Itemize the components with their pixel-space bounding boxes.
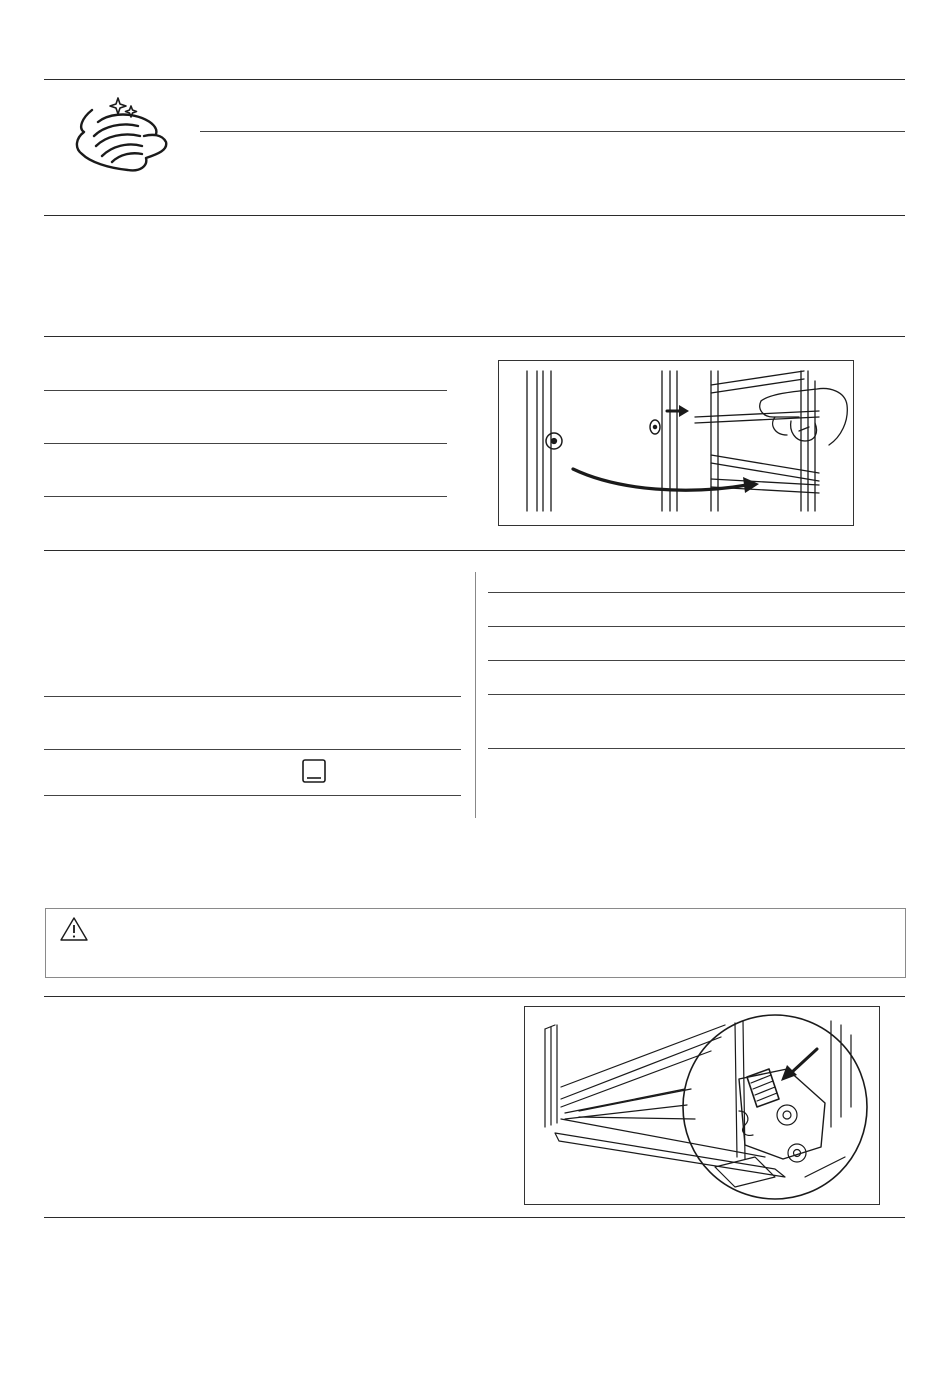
oven-square-icon [301,758,327,784]
column-divider [475,572,476,818]
right-col-rule-1 [488,592,905,593]
warning-triangle-icon [59,916,89,942]
left-col-rule-3 [44,795,461,796]
shelf-support-removal-illustration [498,360,854,526]
bottom-rule [44,1217,905,1218]
top-rule [44,79,905,80]
section-rule-1 [44,215,905,216]
door-hinge-lever-illustration [524,1006,880,1205]
left-col-rule-1 [44,696,461,697]
section-rule-4 [44,996,905,997]
right-col-rule-3 [488,660,905,661]
step-rule-2 [44,443,447,444]
section-rule-2 [44,336,905,337]
right-col-rule-5 [488,748,905,749]
hand-with-cloth-icon [68,92,176,180]
section-rule-3 [44,550,905,551]
warning-box [45,908,906,978]
right-col-rule-4 [488,694,905,695]
left-col-rule-2 [44,749,461,750]
step-rule-1 [44,390,447,391]
step-rule-3 [44,496,447,497]
right-col-rule-2 [488,626,905,627]
icon-section-rule [200,131,905,132]
